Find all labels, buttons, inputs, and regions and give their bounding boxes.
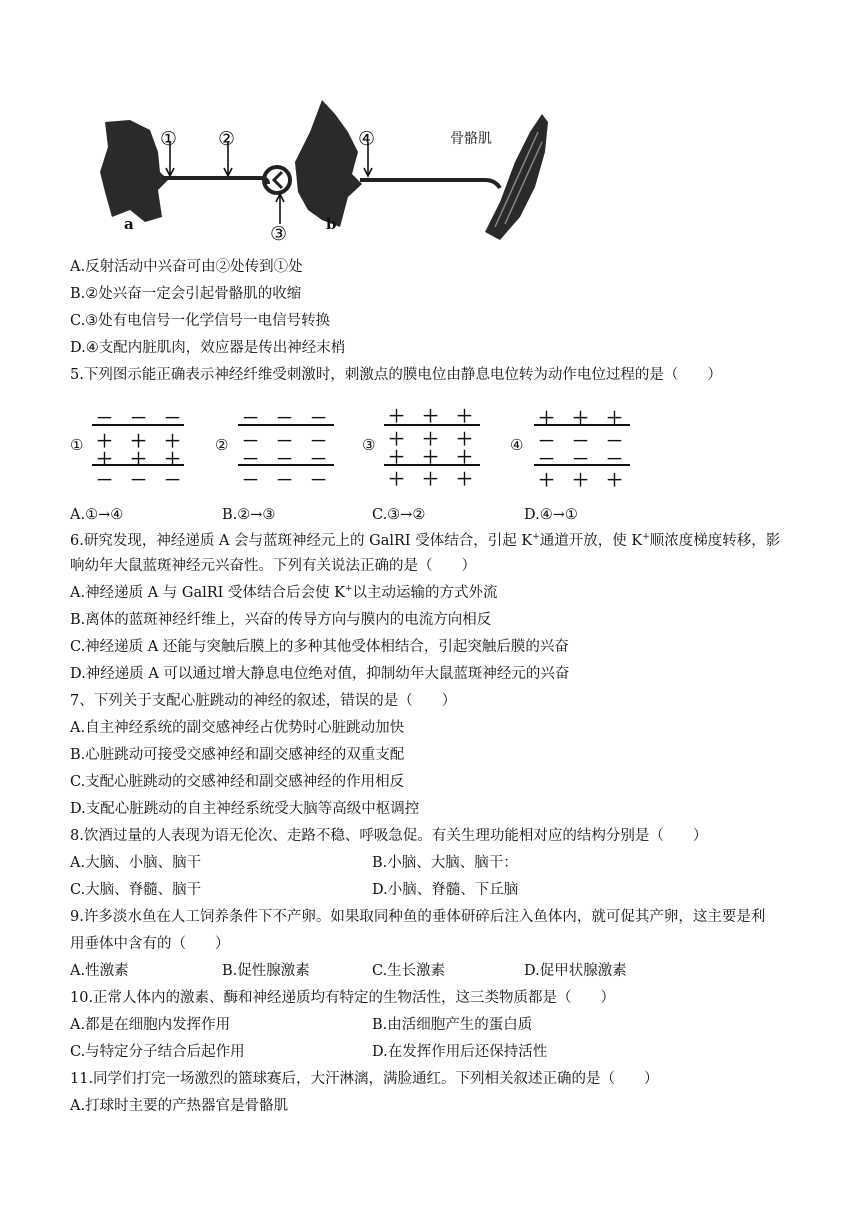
q4-option-d: D.④支配内脏肌肉，效应器是传出神经末梢 <box>70 340 346 356</box>
q9-option-d: D.促甲状腺激素 <box>524 963 627 979</box>
q10-option-a: A.都是在细胞内发挥作用 <box>70 1017 231 1033</box>
q8-option-a: A.大脑、小脑、脑干 <box>70 855 202 871</box>
label-3: ③ <box>270 223 288 245</box>
q10-stem: 10.正常人体内的激素、酶和神经递质均有特定的生物活性，这三类物质都是（ ） <box>70 990 616 1006</box>
q4-option-a: A.反射活动中兴奋可由②处传到①处 <box>70 259 303 275</box>
q6-option-c: C.神经递质 A 还能与突触后膜上的多种其他受体相结合，引起突触后膜的兴奋 <box>70 639 569 655</box>
cell-a-label: a <box>124 215 134 233</box>
q5-option-b: B.②→③ <box>222 507 276 523</box>
label-2: ② <box>218 128 236 150</box>
q6-option-b: B.离体的蓝斑神经纤维上，兴奋的传导方向与膜内的电流方向相反 <box>70 612 492 628</box>
q10-option-d: D.在发挥作用后还保持活性 <box>372 1044 548 1060</box>
label-1: ① <box>160 128 178 150</box>
d3-row4: ＋ ＋ ＋ <box>388 470 473 490</box>
neuron-b-body <box>295 100 362 227</box>
q9-stem-line-2: 用垂体中含有的（ ） <box>70 936 230 952</box>
d1-row4: － － － <box>96 471 181 491</box>
d3-row2: ＋ ＋ ＋ <box>388 430 473 450</box>
axon-b <box>360 180 500 188</box>
q10-option-b: B.由活细胞产生的蛋白质 <box>372 1017 533 1033</box>
d4-row2: － － － <box>538 432 623 452</box>
q7-option-b: B.心脏跳动可接受交感神经和副交感神经的双重支配 <box>70 747 405 763</box>
d3-row3: ＋ ＋ ＋ <box>388 448 473 468</box>
d1-row3: ＋ ＋ ＋ <box>96 450 181 470</box>
q6-stem-line-2: 响幼年大鼠蓝斑神经元兴奋性。下列有关说法正确的是（ ） <box>70 558 476 574</box>
d2-row4: － － － <box>242 471 327 491</box>
cell-b-label: b <box>326 215 337 233</box>
axon-a <box>162 178 268 184</box>
q8-stem: 8.饮酒过量的人表现为语无伦次、走路不稳、呼吸急促。有关生理功能相对应的结构分别是（ ） <box>70 828 708 844</box>
d2-row1: － － － <box>242 409 327 429</box>
diagram-1-label: ① <box>70 436 84 454</box>
d2-row3: － － － <box>242 450 327 470</box>
q11-stem: 11.同学们打完一场激烈的篮球赛后，大汗淋漓，满脸通红。下列相关叙述正确的是（ ） <box>70 1071 659 1087</box>
d1-row1: － － － <box>96 409 181 429</box>
skeletal-muscle-shape <box>485 114 548 240</box>
q5-option-d: D.④→① <box>524 507 578 523</box>
neuron-a-body <box>100 120 168 222</box>
q9-stem-line-1: 9.许多淡水鱼在人工饲养条件下不产卵。如果取同种鱼的垂体研碎后注入鱼体内，就可促其产卵，这主要是利 <box>70 909 766 925</box>
d4-row3: － － － <box>538 450 623 470</box>
d1-row2: ＋ ＋ ＋ <box>96 432 181 452</box>
diagram-3-label: ③ <box>362 436 376 454</box>
q4-option-c: C.③处有电信号一化学信号一电信号转换 <box>70 313 331 329</box>
q7-stem: 7、下列关于支配心脏跳动的神经的叙述，错误的是（ ） <box>70 693 457 709</box>
q5-stem: 5.下列图示能正确表示神经纤维受刺激时，刺激点的膜电位由静息电位转为动作电位过程的是（ ） <box>70 367 722 383</box>
q5-option-a: A.①→④ <box>70 507 124 523</box>
q7-option-d: D.支配心脏跳动的自主神经系统受大脑等高级中枢调控 <box>70 801 420 817</box>
skeletal-muscle-label: 骨骼肌 <box>450 131 492 147</box>
q9-option-c: C.生长激素 <box>372 963 446 979</box>
d2-row2: － － － <box>242 432 327 452</box>
d4-row1: ＋ ＋ ＋ <box>538 409 623 429</box>
q8-option-c: C.大脑、脊髓、脑干 <box>70 882 202 898</box>
q8-option-b: B.小脑、大脑、脑干： <box>372 855 518 871</box>
nerve-muscle-figure <box>90 92 560 252</box>
q4-option-b: B.②处兴奋一定会引起骨骼肌的收缩 <box>70 286 302 302</box>
q6-option-d: D.神经递质 A 可以通过增大静息电位绝对值，抑制幼年大鼠蓝斑神经元的兴奋 <box>70 666 570 682</box>
d4-row4: ＋ ＋ ＋ <box>538 471 623 491</box>
q8-option-d: D.小脑、脊髓、下丘脑 <box>372 882 519 898</box>
d3-row1: ＋ ＋ ＋ <box>388 407 473 427</box>
q7-option-c: C.支配心脏跳动的交感神经和副交感神经的作用相反 <box>70 774 405 790</box>
q9-option-b: B.促性腺激素 <box>222 963 310 979</box>
q6-stem-line-1: 6.研究发现，神经递质 A 会与蓝斑神经元上的 GalRI 受体结合，引起 K+通道开放，使 K+顺浓度梯度转移，影 <box>70 532 781 549</box>
diagram-4-label: ④ <box>510 436 524 454</box>
q7-option-a: A.自主神经系统的副交感神经占优势时心脏跳动加快 <box>70 720 405 736</box>
q9-option-a: A.性激素 <box>70 963 129 979</box>
q6-option-a: A.神经递质 A 与 GalRI 受体结合后会使 K+以主动运输的方式外流 <box>70 584 498 601</box>
q11-option-a: A.打球时主要的产热器官是骨骼肌 <box>70 1098 289 1114</box>
q10-option-c: C.与特定分子结合后起作用 <box>70 1044 245 1060</box>
diagram-2-label: ② <box>215 436 229 454</box>
label-4: ④ <box>358 128 376 150</box>
q5-option-c: C.③→② <box>372 507 426 523</box>
